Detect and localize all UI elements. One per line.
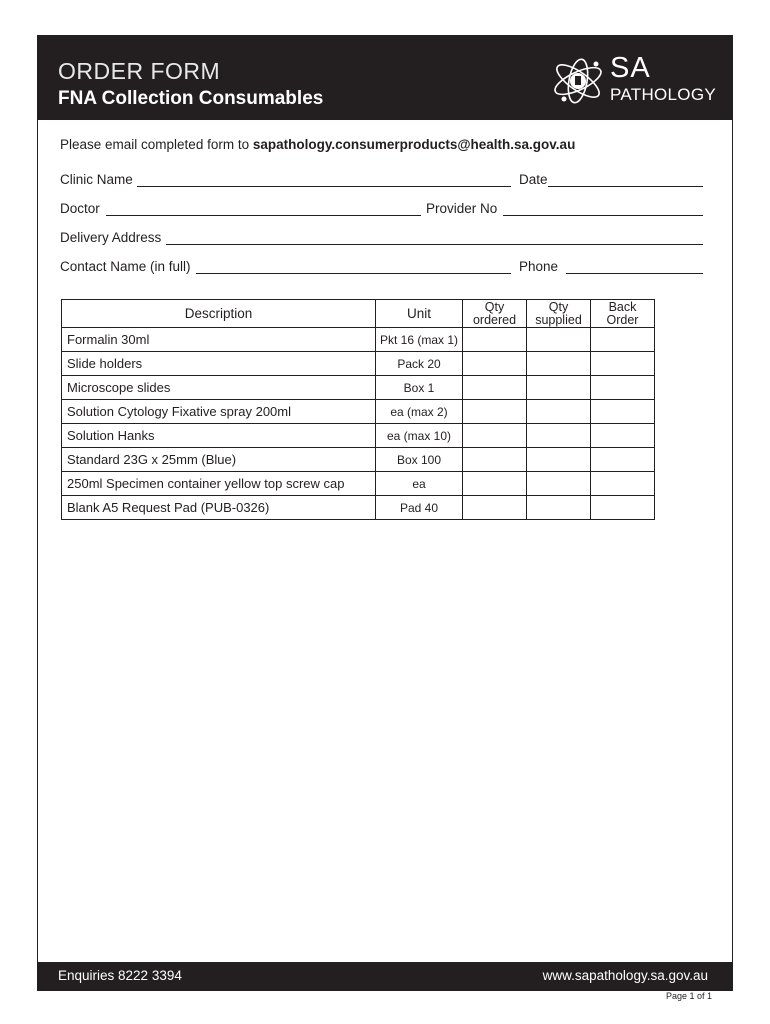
table-header-row [62,300,655,328]
email-instruction-prefix: Please email completed form to [60,137,253,152]
clinic-name-label: Clinic Name [60,172,133,187]
phone-label: Phone [519,259,559,274]
item-unit: ea (max 10) [376,424,463,448]
back-order-cell[interactable] [591,472,655,496]
table-row [62,496,655,520]
item-unit: ea (max 2) [376,400,463,424]
item-description: 250ml Specimen container yellow top screw cap [62,472,376,496]
consumables-table [61,299,655,520]
contact-phone-row [60,259,704,277]
back-order-cell[interactable] [591,328,655,352]
table-row [62,328,655,352]
item-description: Slide holders [62,352,376,376]
back-order-header-line1: Back [608,299,637,314]
qty-ordered-cell[interactable] [463,496,527,520]
item-unit: Pack 20 [376,352,463,376]
qty-ordered-cell[interactable] [463,376,527,400]
table-row [62,448,655,472]
phone-field[interactable] [566,273,703,274]
back-order-cell[interactable] [591,424,655,448]
back-order-header-line2: Order [606,312,639,327]
atom-microscope-icon [550,54,610,108]
qty-ordered-cell[interactable] [463,328,527,352]
item-description: Solution Cytology Fixative spray 200ml [62,400,376,424]
order-form-sheet [37,35,733,991]
header-banner [38,36,732,120]
qty-ordered-header [463,300,527,328]
doctor-field[interactable] [106,215,421,216]
provider-no-label: Provider No [426,201,498,216]
contact-name-label: Contact Name (in full) [60,259,191,274]
doctor-label: Doctor [60,201,100,216]
back-order-cell[interactable] [591,376,655,400]
table-row [62,472,655,496]
qty-ordered-cell[interactable] [463,400,527,424]
qty-supplied-cell[interactable] [527,472,591,496]
qty-supplied-cell[interactable] [527,352,591,376]
item-description: Microscope slides [62,376,376,400]
qty-ordered-cell[interactable] [463,448,527,472]
back-order-cell[interactable] [591,400,655,424]
back-order-cell[interactable] [591,352,655,376]
clinic-date-row [60,172,704,190]
qty-supplied-header [527,300,591,328]
qty-supplied-header-line1: Qty [548,299,569,314]
item-unit: Pad 40 [376,496,463,520]
form-subtitle: FNA Collection Consumables [58,88,324,109]
item-description: Blank A5 Request Pad (PUB-0326) [62,496,376,520]
logo-sa-text: SA [610,52,651,84]
back-order-header [591,300,655,328]
delivery-address-label: Delivery Address [60,230,162,245]
date-label: Date [519,172,548,187]
item-unit: Box 100 [376,448,463,472]
enquiries-phone: Enquiries 8222 3394 [58,968,182,983]
qty-ordered-header-line1: Qty [484,299,505,314]
delivery-address-field[interactable] [166,244,703,245]
qty-supplied-header-line2: supplied [535,312,582,327]
clinic-name-field[interactable] [137,186,511,187]
qty-ordered-cell[interactable] [463,472,527,496]
item-description: Standard 23G x 25mm (Blue) [62,448,376,472]
item-description: Solution Hanks [62,424,376,448]
table-row [62,424,655,448]
website-link[interactable]: www.sapathology.sa.gov.au [542,968,708,983]
provider-no-field[interactable] [503,215,703,216]
email-address-link[interactable]: sapathology.consumerproducts@health.sa.gov.au [252,137,576,152]
qty-ordered-header-line2: ordered [472,312,517,327]
footer-banner [38,962,732,990]
table-row [62,352,655,376]
item-unit: Box 1 [376,376,463,400]
table-row [62,400,655,424]
qty-ordered-cell[interactable] [463,424,527,448]
email-instruction [60,137,575,152]
sa-pathology-logo [550,54,720,108]
item-description: Formalin 30ml [62,328,376,352]
qty-supplied-cell[interactable] [527,448,591,472]
date-field[interactable] [548,186,703,187]
description-header: Description [62,300,376,328]
qty-supplied-cell[interactable] [527,328,591,352]
qty-supplied-cell[interactable] [527,424,591,448]
qty-supplied-cell[interactable] [527,400,591,424]
logo-pathology-text: PATHOLOGY [610,85,716,104]
item-unit: ea [376,472,463,496]
table-row [62,376,655,400]
unit-header: Unit [376,300,463,328]
back-order-cell[interactable] [591,448,655,472]
page-number: Page 1 of 1 [665,991,712,1001]
delivery-address-row [60,230,704,248]
item-unit: Pkt 16 (max 1) [376,328,463,352]
contact-name-field[interactable] [196,273,511,274]
qty-supplied-cell[interactable] [527,376,591,400]
qty-supplied-cell[interactable] [527,496,591,520]
qty-ordered-cell[interactable] [463,352,527,376]
form-title: ORDER FORM [58,58,221,84]
doctor-provider-row [60,201,704,219]
back-order-cell[interactable] [591,496,655,520]
